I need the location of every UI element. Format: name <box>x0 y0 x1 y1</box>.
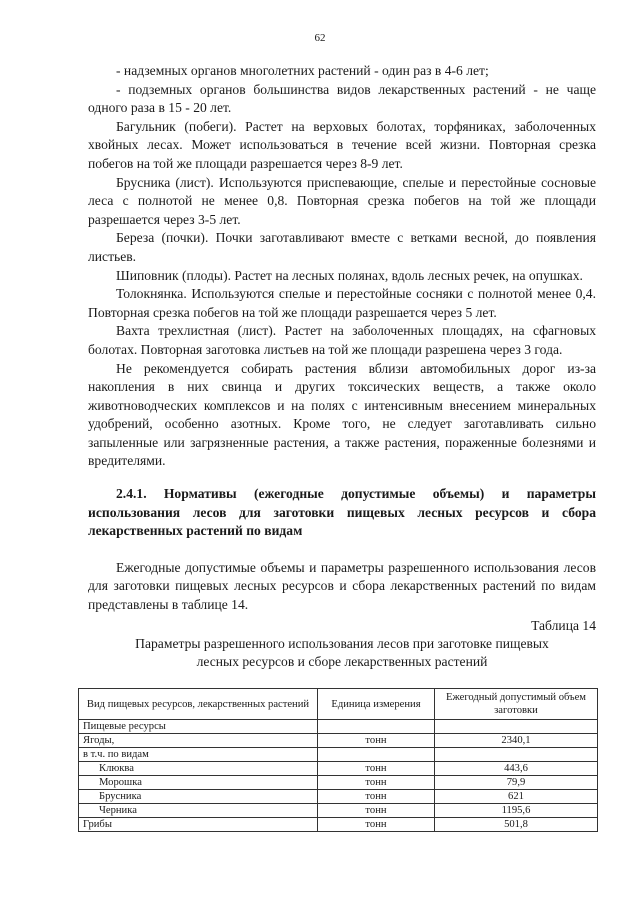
section-heading: 2.4.1. Нормативы (ежегодные допустимые объемы) и параметры использования лесов для заготовки пищевых лесных ресурсов и сбора лекарственных растений по видам <box>88 486 596 539</box>
cell-unit: тонн <box>318 804 435 818</box>
cell-value <box>435 720 598 734</box>
cell-unit: тонн <box>318 776 435 790</box>
cell-name: в т.ч. по видам <box>79 748 318 762</box>
cell-unit: тонн <box>318 762 435 776</box>
cell-name: Пищевые ресурсы <box>79 720 318 734</box>
table-row <box>79 734 598 748</box>
cell-value: 1195,6 <box>435 804 598 818</box>
header-cell: Вид пищевых ресурсов, лекарственных растений <box>79 689 318 720</box>
page-number: 62 <box>314 32 326 44</box>
cell-name: Грибы <box>79 818 318 832</box>
document-body <box>88 62 596 672</box>
cell-unit: тонн <box>318 818 435 832</box>
cell-name: Ягоды, <box>79 734 318 748</box>
table-row <box>79 720 598 734</box>
cell-name: Черника <box>79 804 318 818</box>
cell-value: 443,6 <box>435 762 598 776</box>
paragraph: Толокнянка. Используются спелые и перестойные сосняки с полнотой менее 0,4. Повторная срезка побегов на той же площади разрешается через 5 лет. <box>88 286 596 320</box>
paragraph: Береза (почки). Почки заготавливают вместе с ветками весной, до появления листьев. <box>88 230 596 264</box>
paragraph: Вахта трехлистная (лист). Растет на заболоченных площадях, на сфагновых болотах. Повторная заготовка листьев на той же площади разрешена через 3 года. <box>88 323 596 357</box>
table-row <box>79 804 598 818</box>
cell-value: 621 <box>435 790 598 804</box>
table-row <box>79 762 598 776</box>
cell-name: Морошка <box>79 776 318 790</box>
header-cell: Единица измерения <box>318 689 435 720</box>
paragraph: Багульник (побеги). Растет на верховых болотах, торфяниках, заболоченных хвойных лесах. Может использоваться в течение всей жизни. Повторная срезка побегов на той же площади разрешается через 8-9 лет. <box>88 118 596 171</box>
cell-value: 79,9 <box>435 776 598 790</box>
paragraph: - надземных органов многолетних растений - один раз в 4-6 лет; <box>116 63 489 78</box>
cell-value <box>435 748 598 762</box>
header-cell: Ежегодный допустимый объем заготовки <box>435 689 598 720</box>
table-row <box>79 776 598 790</box>
table-label: Таблица 14 <box>531 617 596 633</box>
cell-value: 501,8 <box>435 818 598 832</box>
cell-unit: тонн <box>318 790 435 804</box>
paragraph: Брусника (лист). Используются приспевающие, спелые и перестойные сосновые леса с полнотой не менее 0,8. Повторная срезка побегов на той же площади разрешается через 3-5 лет. <box>88 174 596 227</box>
cell-name: Брусника <box>79 790 318 804</box>
cell-unit <box>318 720 435 734</box>
paragraph: Шиповник (плоды). Растет на лесных полянах, вдоль лесных речек, на опушках. <box>116 267 583 283</box>
paragraph: Не рекомендуется собирать растения вблизи автомобильных дорог из-за накопления в них свинца и других токсических веществ, а также около животноводческих комплексов и на полях с интенсивным внесением минеральных удобрений, особенно азотных. Кроме того, не следует заготавливать сильно запыленные или загрязненные растения, а также растения, пораженные болезнями и вредителями. <box>88 360 596 469</box>
table-row <box>79 818 598 832</box>
cell-name: Клюква <box>79 762 318 776</box>
cell-unit <box>318 748 435 762</box>
table-row <box>79 748 598 762</box>
table-title: Параметры разрешенного использования лесов при заготовке пищевых лесных ресурсов и сборе лекарственных растений <box>135 635 549 670</box>
intro-paragraph: Ежегодные допустимые объемы и параметры разрешенного использования лесов для заготовки пищевых лесных ресурсов и сбора лекарственных растений по видам представлены в таблице 14. <box>88 559 596 613</box>
cell-unit: тонн <box>318 734 435 748</box>
resources-table <box>78 688 598 832</box>
table-row <box>79 790 598 804</box>
cell-value: 2340,1 <box>435 734 598 748</box>
paragraph: - подземных органов большинства видов лекарственных растений - не чаще одного раза в 15 - 20 лет. <box>88 81 596 116</box>
